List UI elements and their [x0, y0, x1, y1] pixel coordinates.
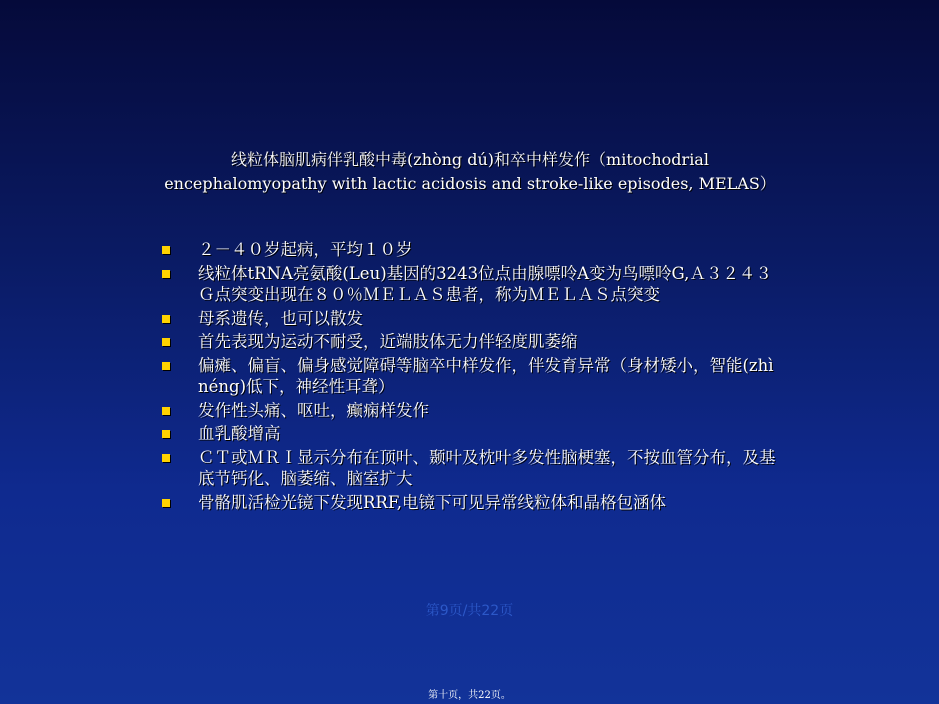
- bullet-text: 偏瘫、偏盲、偏身感觉障碍等脑卒中样发作，伴发育异常（身材矮小，智能(zhì néng)低下，神经性耳聋）: [198, 355, 774, 396]
- square-bullet-icon: [162, 499, 170, 507]
- bullet-item: [160, 239, 780, 261]
- bullet-text: 线粒体tRNA亮氨酸(Leu)基因的3243位点由腺嘌呤A变为鸟嘌呤G,Ａ３２４３Ｇ点突变出现在８０％ＭＥＬＡＳ患者，称为ＭＥＬＡＳ点突变: [198, 263, 772, 304]
- footer-page-label: 第十页，共22页。: [428, 690, 511, 701]
- square-bullet-icon: [162, 246, 170, 254]
- bullet-text: 骨骼肌活检光镜下发现RRF,电镜下可见异常线粒体和晶格包涵体: [198, 492, 666, 512]
- bullet-text: 首先表现为运动不耐受，近端肢体无力伴轻度肌萎缩: [198, 332, 578, 351]
- bullet-item: [160, 308, 780, 330]
- page-number: 第9页/共22页: [425, 603, 514, 619]
- square-bullet-icon: [162, 315, 170, 323]
- title-line-1: 线粒体脑肌病伴乳酸中毒(zhòng dú)和卒中样发作（mitochodrial: [231, 150, 709, 169]
- bullet-list: [160, 239, 780, 515]
- bullet-item: [160, 492, 780, 514]
- bullet-item: [160, 355, 780, 398]
- bullet-text: 血乳酸增高: [198, 424, 281, 443]
- bullet-text: 发作性头痛、呕吐，癫痫样发作: [198, 400, 429, 420]
- bullet-item: [160, 400, 780, 422]
- square-bullet-icon: [162, 454, 170, 462]
- slide-title: [150, 148, 790, 196]
- square-bullet-icon: [162, 430, 170, 438]
- bullet-text: ２－４０岁起病，平均１０岁: [198, 240, 413, 259]
- bullet-item: [160, 447, 780, 490]
- bullet-text: ＣＴ或ＭＲＩ显示分布在顶叶、颞叶及枕叶多发性脑梗塞，不按血管分布，及基底节钙化、脑萎缩、脑室扩大: [198, 447, 776, 488]
- title-line-2: encephalomyopathy with lactic acidosis and stroke-like episodes, MELAS）: [164, 174, 776, 193]
- square-bullet-icon: [162, 407, 170, 415]
- square-bullet-icon: [162, 338, 170, 346]
- square-bullet-icon: [162, 362, 170, 370]
- bullet-item: [160, 263, 780, 306]
- bullet-item: [160, 331, 780, 353]
- bullet-item: [160, 423, 780, 445]
- square-bullet-icon: [162, 270, 170, 278]
- bullet-text: 母系遗传，也可以散发: [198, 308, 363, 328]
